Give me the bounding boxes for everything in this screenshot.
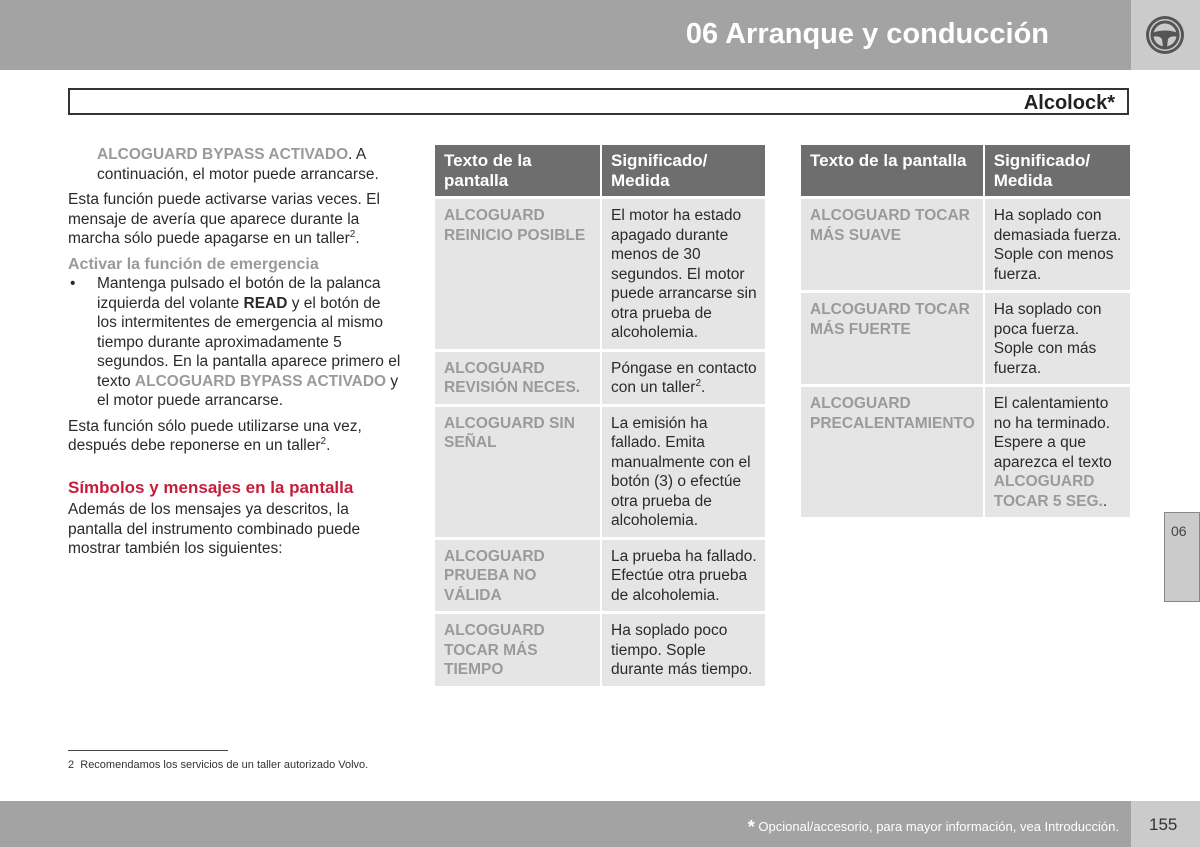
meaning-text: Póngase en contacto con un taller — [611, 359, 757, 396]
table-row — [435, 611, 765, 686]
symbols-heading: Símbolos y mensajes en la pantalla — [68, 477, 354, 497]
paragraph-2-end: . — [326, 437, 331, 454]
footnote-ref: 2 — [349, 228, 356, 240]
page-number-box — [1131, 801, 1200, 847]
chapter-icon-box — [1131, 0, 1200, 70]
table-row — [435, 404, 765, 537]
chapter-title: 06 Arranque y conducción — [685, 18, 1049, 50]
message-label: ALCOGUARD SIN SEÑAL — [435, 404, 602, 537]
intro-text: . A continuación, el motor puede arrancarse. — [97, 146, 379, 183]
paragraph-1 — [68, 190, 403, 249]
asterisk-icon: * — [747, 817, 755, 837]
read-button-label: READ — [243, 294, 288, 312]
section-bar — [68, 88, 1129, 115]
message-label: ALCOGUARD REVISIÓN NECES. — [435, 349, 602, 404]
display-text-label: ALCOGUARD TOCAR 5 SEG. — [993, 473, 1103, 510]
table-row — [801, 290, 1130, 384]
message-meaning — [602, 196, 765, 349]
message-meaning — [602, 349, 765, 404]
message-label: ALCOGUARD PRECALENTAMIENTO — [801, 384, 985, 517]
column-header: Significado/ Medida — [602, 145, 765, 196]
intro-label: ALCOGUARD BYPASS ACTIVADO — [97, 146, 349, 163]
section-title: Alcolock* — [1023, 92, 1115, 114]
table-row — [435, 196, 765, 349]
bullet-text-1: Mantenga pulsado el botón de la palanca izquierda del volante — [97, 275, 381, 312]
table-row — [801, 196, 1130, 290]
messages-table-1 — [435, 145, 765, 686]
left-column — [68, 145, 403, 559]
message-meaning: Ha soplado con demasiada fuerza. Sople con menos fuerza. — [985, 196, 1130, 290]
meaning-end: . — [701, 379, 706, 396]
footnote-ref: 2 — [320, 435, 327, 447]
message-meaning — [602, 404, 765, 537]
message-label: ALCOGUARD TOCAR MÁS SUAVE — [801, 196, 985, 290]
meaning-text: Ha soplado poco tiempo. Sople durante más tiempo. — [611, 622, 753, 678]
steering-wheel-icon — [1143, 13, 1187, 57]
bullet-text-2: y el botón de los intermitentes de emergencia al mismo tiempo durante aproximadamente 5 segundos. En la pantalla aparece primero el texto — [97, 294, 401, 390]
message-label: ALCOGUARD TOCAR MÁS TIEMPO — [435, 611, 602, 686]
table-row — [801, 384, 1130, 517]
paragraph-2 — [68, 417, 403, 456]
table-header-row — [801, 145, 1130, 196]
message-meaning — [602, 611, 765, 686]
paragraph-2-text: Esta función sólo puede utilizarse una vez, después debe reponerse en un taller — [68, 417, 362, 454]
table-header-row — [435, 145, 765, 196]
side-tab-label: 06 — [1171, 523, 1187, 539]
footnote-number: 2 — [68, 759, 75, 771]
meaning-text: La prueba ha fallado. Efectúe otra prueba de alcoholemia. — [611, 547, 757, 604]
emergency-bullet — [68, 274, 403, 411]
footnote — [68, 759, 368, 771]
paragraph-3: Además de los mensajes ya descritos, la pantalla del instrumento combinado puede mostrar también los siguientes: — [68, 501, 361, 557]
message-label: ALCOGUARD PRUEBA NO VÁLIDA — [435, 537, 602, 612]
paragraph-1-text: Esta función puede activarse varias veces. El mensaje de avería que aparece durante la marcha sólo puede apagarse en un taller — [68, 191, 380, 247]
chapter-header-bar — [0, 0, 1131, 70]
message-meaning: Ha soplado con poca fuerza. Sople con más fuerza. — [985, 290, 1130, 384]
message-meaning — [602, 537, 765, 612]
footer-bar — [0, 801, 1131, 847]
column-header: Texto de la pantalla — [801, 145, 985, 196]
chapter-side-tab — [1164, 512, 1200, 602]
table-row — [435, 537, 765, 612]
meaning-text: La emisión ha fallado. Emita manualmente con el botón (3) o efectúe otra prueba de alcoholemia. — [611, 414, 751, 529]
column-header: Texto de la pantalla — [435, 145, 602, 196]
messages-table-2 — [801, 145, 1130, 517]
bullet-icon: • — [70, 275, 76, 292]
message-label: ALCOGUARD REINICIO POSIBLE — [435, 196, 602, 349]
table-row — [435, 349, 765, 404]
footnote-text: Recomendamos los servicios de un taller autorizado Volvo. — [80, 759, 369, 771]
column-header: Significado/ Medida — [985, 145, 1130, 196]
bypass-label: ALCOGUARD BYPASS ACTIVADO — [134, 372, 387, 390]
bullet-text-3: y el motor puede arrancarse. — [97, 372, 399, 409]
footer-note-text: Opcional/accesorio, para mayor información, vea Introducción. — [754, 819, 1119, 834]
footnote-divider — [68, 750, 228, 751]
intro-paragraph — [68, 145, 403, 184]
emergency-heading: Activar la función de emergencia — [68, 255, 319, 273]
paragraph-1-end: . — [355, 230, 360, 247]
meaning-end: . — [1102, 492, 1108, 510]
footer-note — [748, 817, 1119, 838]
meaning-text: El calentamiento no ha terminado. Espere a que aparezca el texto — [993, 395, 1112, 471]
message-label: ALCOGUARD TOCAR MÁS FUERTE — [801, 290, 985, 384]
footnote-ref: 2 — [695, 377, 702, 389]
message-meaning — [985, 384, 1130, 517]
page-number: 155 — [1149, 815, 1178, 834]
meaning-text: El motor ha estado apagado durante menos de 30 segundos. El motor puede arrancarse sin otra prueba de alcoholemia. — [611, 207, 757, 341]
